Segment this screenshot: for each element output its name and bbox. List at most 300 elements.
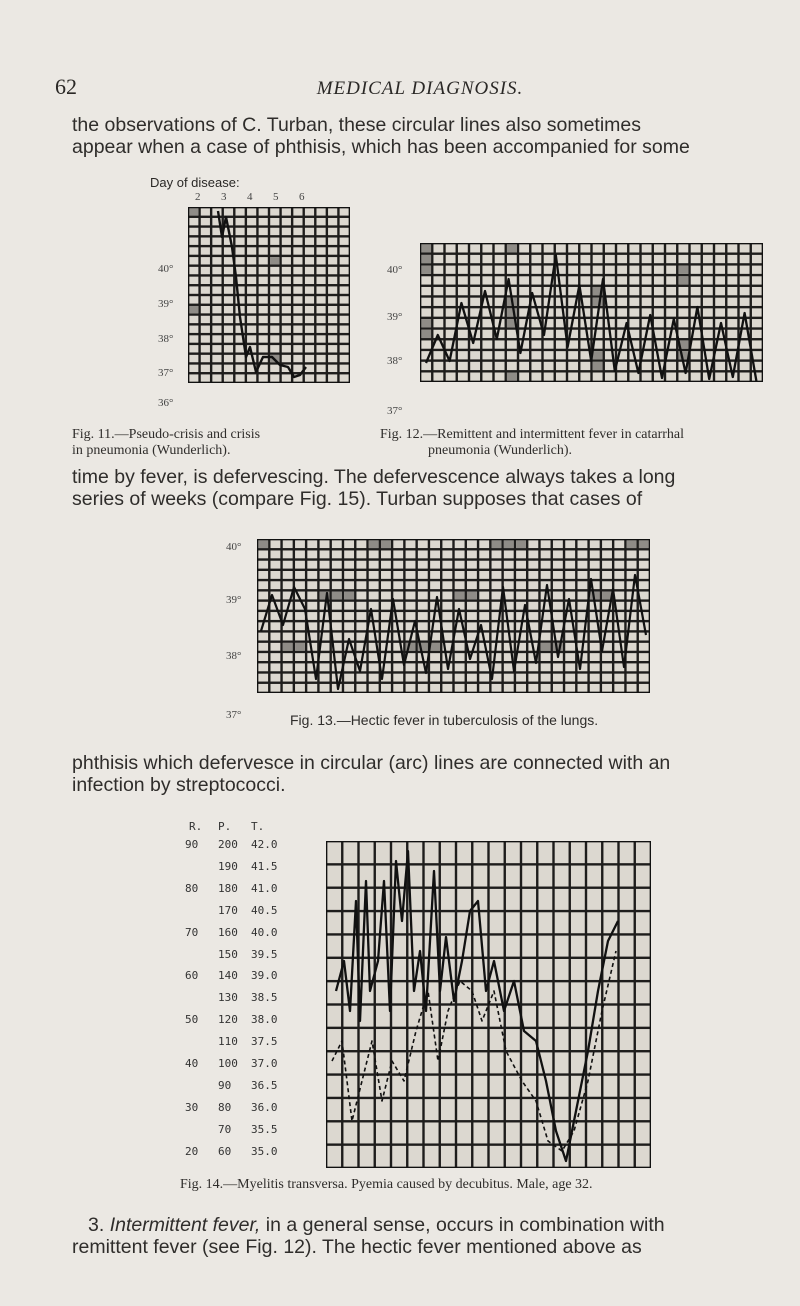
grid-cell	[327, 1052, 341, 1073]
grid-cell	[482, 266, 492, 274]
grid-cell	[392, 1146, 406, 1167]
grid-cell	[752, 330, 762, 338]
grid-cell	[433, 255, 443, 263]
grid-cell	[344, 612, 354, 620]
grid-cell	[629, 298, 639, 306]
grid-cell	[201, 277, 210, 284]
grid-cell	[408, 1146, 422, 1167]
fig12-temp-tick: 39°	[387, 311, 403, 323]
grid-cell	[327, 1076, 341, 1097]
grid-cell	[360, 1146, 374, 1167]
grid-cell	[590, 643, 600, 651]
grid-cell	[425, 1146, 439, 1167]
grid-cell	[392, 936, 406, 957]
fig14-scale-value: 120	[218, 1013, 238, 1027]
grid-cell	[654, 298, 664, 306]
grid-cell	[678, 319, 688, 327]
grid-cell	[270, 228, 279, 235]
grid-cell	[259, 257, 268, 264]
grid-cell	[441, 889, 455, 910]
grid-cell	[328, 365, 337, 372]
grid-cell	[473, 1076, 487, 1097]
grid-cell	[506, 866, 520, 887]
fig14-scale-value: 35.0	[251, 1144, 278, 1158]
grid-cell	[538, 982, 552, 1003]
grid-cell	[340, 267, 349, 274]
grid-cell	[544, 351, 554, 359]
grid-cell	[376, 912, 390, 933]
grid-cell	[556, 276, 566, 284]
grid-cell-shaded	[258, 540, 268, 548]
grid-cell	[212, 335, 221, 342]
grid-cell	[283, 571, 293, 579]
grid-cell	[305, 247, 314, 254]
grid-cell	[356, 602, 366, 610]
grid-cell	[507, 351, 517, 359]
grid-cell	[376, 1122, 390, 1143]
grid-cell	[531, 362, 541, 370]
grid-cell	[258, 602, 268, 610]
grid-cell	[425, 1076, 439, 1097]
grid-cell	[293, 326, 302, 333]
grid-cell	[490, 889, 504, 910]
grid-cell	[467, 663, 477, 671]
grid-cell	[381, 561, 391, 569]
grid-cell	[578, 561, 588, 569]
grid-cell	[316, 257, 325, 264]
grid-cell	[504, 581, 514, 589]
grid-cell	[421, 340, 431, 348]
grid-cell	[740, 287, 750, 295]
grid-cell	[316, 247, 325, 254]
grid-cell	[433, 362, 443, 370]
fig14-scale-value: 70	[218, 1122, 232, 1136]
grid-cell-shaded	[507, 373, 517, 381]
grid-cell	[328, 316, 337, 323]
grid-cell	[603, 1006, 617, 1027]
grid-cell	[587, 1146, 601, 1167]
grid-cell	[603, 842, 617, 863]
fig13-temperature-chart	[257, 539, 650, 693]
body-text-line: infection by streptococci.	[72, 774, 286, 796]
grid-cell	[316, 238, 325, 245]
grid-cell	[627, 674, 637, 682]
grid-cell	[356, 581, 366, 589]
grid-cell	[752, 266, 762, 274]
grid-cell	[305, 286, 314, 293]
grid-cell	[636, 1076, 650, 1097]
grid-cell	[212, 277, 221, 284]
grid-cell	[620, 1052, 634, 1073]
grid-cell	[406, 592, 416, 600]
grid-cell	[360, 1006, 374, 1027]
grid-cell	[617, 373, 627, 381]
grid-cell	[507, 255, 517, 263]
fig14-scale-value: 20	[185, 1144, 199, 1158]
grid-cell	[473, 842, 487, 863]
grid-cell	[282, 247, 291, 254]
grid-cell	[446, 308, 456, 316]
grid-cell	[565, 674, 575, 682]
grid-cell	[565, 581, 575, 589]
grid-cell	[541, 633, 551, 641]
grid-cell	[703, 319, 713, 327]
grid-cell	[568, 373, 578, 381]
grid-cell	[627, 612, 637, 620]
grid-cell	[678, 255, 688, 263]
fig11-day-tick: 6	[299, 191, 305, 203]
grid-cell	[320, 674, 330, 682]
grid-cell	[442, 571, 452, 579]
grid-cell	[555, 1076, 569, 1097]
grid-cell	[258, 571, 268, 579]
grid-cell	[441, 866, 455, 887]
grid-cell	[369, 561, 379, 569]
grid-cell	[406, 540, 416, 548]
grid-cell	[571, 866, 585, 887]
grid-cell	[316, 365, 325, 372]
grid-cell	[430, 581, 440, 589]
grid-cell	[727, 330, 737, 338]
grid-cell	[603, 1122, 617, 1143]
fig14-scale-value: 90	[218, 1078, 232, 1092]
grid-cell	[212, 306, 221, 313]
grid-cell	[455, 571, 465, 579]
grid-cell	[376, 1099, 390, 1120]
grid-cell	[538, 936, 552, 957]
grid-cell	[571, 936, 585, 957]
grid-cell	[565, 561, 575, 569]
grid-cell	[369, 550, 379, 558]
grid-cell	[406, 581, 416, 589]
grid-cell	[258, 684, 268, 692]
grid-cell	[556, 362, 566, 370]
grid-cell	[340, 335, 349, 342]
grid-cell	[433, 308, 443, 316]
grid-cell	[282, 286, 291, 293]
grid-cell	[293, 247, 302, 254]
fig12-temp-tick: 37°	[387, 405, 403, 417]
fig14-scale-value: 200	[218, 838, 238, 851]
grid-cell	[224, 365, 233, 372]
grid-cell	[369, 581, 379, 589]
grid-cell	[446, 362, 456, 370]
grid-cell	[678, 308, 688, 316]
grid-cell	[507, 266, 517, 274]
grid-cell	[327, 1099, 341, 1120]
grid-cell	[605, 276, 615, 284]
grid-cell	[555, 1099, 569, 1120]
grid-cell	[270, 208, 279, 215]
fig12-caption: pneumonia (Wunderlich).	[428, 443, 573, 458]
grid-cell	[369, 684, 379, 692]
grid-cell	[430, 571, 440, 579]
fig13-temp-tick: 38°	[226, 650, 242, 662]
grid-cell	[235, 257, 244, 264]
grid-cell	[446, 287, 456, 295]
grid-cell	[307, 550, 317, 558]
grid-cell	[590, 684, 600, 692]
grid-cell	[418, 540, 428, 548]
grid-cell	[305, 267, 314, 274]
grid-cell	[642, 276, 652, 284]
list-number: 3.	[88, 1214, 105, 1236]
grid-cell	[544, 255, 554, 263]
grid-cell	[259, 296, 268, 303]
grid-cell	[479, 602, 489, 610]
grid-cell	[531, 330, 541, 338]
grid-cell	[691, 362, 701, 370]
grid-cell	[258, 561, 268, 569]
grid-cell	[740, 255, 750, 263]
grid-cell	[283, 581, 293, 589]
grid-cell	[224, 277, 233, 284]
grid-cell	[247, 208, 256, 215]
grid-cell	[327, 1006, 341, 1027]
grid-cell	[392, 1076, 406, 1097]
fig14-scale-value: 90	[185, 838, 199, 851]
grid-cell	[458, 351, 468, 359]
grid-cell	[479, 674, 489, 682]
grid-cell	[293, 306, 302, 313]
grid-cell	[340, 355, 349, 362]
grid-cell	[507, 340, 517, 348]
grid-cell	[270, 316, 279, 323]
grid-cell	[201, 374, 210, 381]
grid-cell	[479, 550, 489, 558]
fig13-temp-tick: 37°	[226, 709, 242, 721]
grid-cell	[328, 306, 337, 313]
grid-cell	[425, 1122, 439, 1143]
grid-cell	[201, 326, 210, 333]
grid-cell	[305, 326, 314, 333]
fig11-caption: Fig. 11.—Pseudo-crisis and crisis	[72, 427, 261, 442]
grid-cell	[455, 684, 465, 692]
grid-cell	[418, 550, 428, 558]
grid-cell	[555, 889, 569, 910]
grid-cell	[442, 684, 452, 692]
grid-cell	[603, 866, 617, 887]
grid-cell	[189, 296, 198, 303]
grid-cell	[467, 602, 477, 610]
grid-cell	[580, 276, 590, 284]
grid-cell	[393, 663, 403, 671]
grid-cell	[340, 286, 349, 293]
grid-cell	[376, 842, 390, 863]
grid-cell	[381, 633, 391, 641]
grid-cell	[531, 276, 541, 284]
grid-cell	[343, 936, 357, 957]
grid-cell	[627, 663, 637, 671]
grid-cell	[571, 842, 585, 863]
grid-cell	[316, 355, 325, 362]
grid-cell	[590, 571, 600, 579]
grid-cell	[258, 643, 268, 651]
grid-cell	[224, 286, 233, 293]
grid-cell	[418, 571, 428, 579]
grid-cell	[556, 244, 566, 252]
grid-cell	[727, 287, 737, 295]
grid-cell	[270, 267, 279, 274]
grid-cell	[504, 674, 514, 682]
grid-cell	[189, 374, 198, 381]
grid-cell	[343, 842, 357, 863]
grid-cell	[235, 267, 244, 274]
grid-cell	[356, 571, 366, 579]
grid-cell	[212, 238, 221, 245]
grid-cell	[328, 335, 337, 342]
grid-cell	[328, 345, 337, 352]
grid-cell-shaded	[467, 592, 477, 600]
grid-cell	[295, 663, 305, 671]
grid-cell	[467, 684, 477, 692]
grid-cell	[332, 622, 342, 630]
grid-cell	[430, 674, 440, 682]
grid-cell	[235, 208, 244, 215]
grid-cell	[691, 351, 701, 359]
grid-cell	[458, 330, 468, 338]
grid-cell	[224, 316, 233, 323]
grid-cell	[393, 540, 403, 548]
grid-cell	[212, 296, 221, 303]
grid-cell	[602, 663, 612, 671]
grid-cell	[740, 373, 750, 381]
grid-cell	[617, 308, 627, 316]
grid-cell	[235, 228, 244, 235]
grid-cell	[340, 296, 349, 303]
grid-cell	[235, 247, 244, 254]
grid-cell	[703, 298, 713, 306]
fig14-column-header: R.	[189, 820, 203, 833]
grid-cell	[715, 362, 725, 370]
grid-cell	[356, 622, 366, 630]
grid-cell	[235, 365, 244, 372]
grid-cell	[392, 1029, 406, 1050]
grid-cell	[457, 866, 471, 887]
grid-cell	[293, 267, 302, 274]
grid-cell	[247, 228, 256, 235]
grid-cell	[293, 286, 302, 293]
grid-cell	[703, 255, 713, 263]
grid-cell	[307, 581, 317, 589]
grid-cell	[316, 326, 325, 333]
grid-cell-shaded	[421, 330, 431, 338]
grid-cell	[316, 218, 325, 225]
grid-cell	[538, 912, 552, 933]
grid-cell	[642, 298, 652, 306]
grid-cell	[531, 244, 541, 252]
fig11-temp-tick: 40°	[158, 263, 174, 275]
grid-cell	[258, 581, 268, 589]
grid-cell	[421, 308, 431, 316]
grid-cell	[293, 345, 302, 352]
grid-cell	[457, 1099, 471, 1120]
grid-cell	[470, 362, 480, 370]
grid-cell	[340, 218, 349, 225]
grid-cell	[305, 306, 314, 313]
grid-cell	[340, 238, 349, 245]
grid-cell	[344, 684, 354, 692]
fig14-scale-value: 39.0	[251, 969, 278, 983]
fig11-caption: in pneumonia (Wunderlich).	[72, 443, 231, 458]
grid-cell	[541, 550, 551, 558]
grid-cell	[270, 663, 280, 671]
grid-cell	[467, 540, 477, 548]
fig14-column-header: T.	[251, 820, 265, 833]
grid-cell	[479, 540, 489, 548]
grid-cell	[320, 684, 330, 692]
grid-cell-shaded	[270, 257, 279, 264]
grid-cell	[522, 959, 536, 980]
grid-cell	[305, 277, 314, 284]
grid-cell-shaded	[593, 351, 603, 359]
grid-cell	[305, 335, 314, 342]
grid-cell	[666, 373, 676, 381]
grid-cell	[605, 266, 615, 274]
grid-cell	[212, 286, 221, 293]
fig14-scale-value: 35.5	[251, 1122, 278, 1136]
grid-cell	[327, 866, 341, 887]
grid-cell	[360, 1076, 374, 1097]
grid-cell	[340, 365, 349, 372]
grid-cell	[442, 612, 452, 620]
grid-cell	[553, 581, 563, 589]
grid-cell	[740, 244, 750, 252]
fig13-caption: Fig. 13.—Hectic fever in tuberculosis of the lungs.	[290, 712, 599, 728]
grid-cell-shaded	[332, 592, 342, 600]
grid-cell	[189, 228, 198, 235]
grid-cell	[666, 362, 676, 370]
grid-cell	[593, 276, 603, 284]
fig11-temp-tick: 38°	[158, 333, 174, 345]
grid-cell	[270, 674, 280, 682]
grid-cell	[516, 663, 526, 671]
grid-cell	[678, 287, 688, 295]
grid-cell	[189, 257, 198, 264]
grid-cell	[457, 842, 471, 863]
grid-cell	[327, 889, 341, 910]
grid-cell	[320, 622, 330, 630]
grid-cell	[316, 228, 325, 235]
grid-cell	[270, 218, 279, 225]
grid-cell	[446, 298, 456, 306]
grid-cell	[507, 330, 517, 338]
grid-cell	[442, 561, 452, 569]
grid-cell	[446, 244, 456, 252]
grid-cell	[433, 276, 443, 284]
grid-cell	[328, 208, 337, 215]
grid-cell	[455, 663, 465, 671]
grid-cell	[458, 287, 468, 295]
grid-cell	[602, 561, 612, 569]
grid-cell	[541, 653, 551, 661]
grid-cell	[602, 684, 612, 692]
grid-cell	[295, 674, 305, 682]
grid-cell	[620, 912, 634, 933]
grid-cell	[516, 550, 526, 558]
grid-cell	[642, 362, 652, 370]
grid-cell	[617, 287, 627, 295]
fig12-temp-tick: 40°	[387, 264, 403, 276]
grid-cell	[571, 982, 585, 1003]
grid-cell	[247, 257, 256, 264]
grid-cell	[639, 684, 649, 692]
grid-cell	[629, 287, 639, 295]
grid-cell	[340, 228, 349, 235]
grid-cell	[715, 287, 725, 295]
grid-cell	[578, 684, 588, 692]
grid-cell	[522, 1006, 536, 1027]
